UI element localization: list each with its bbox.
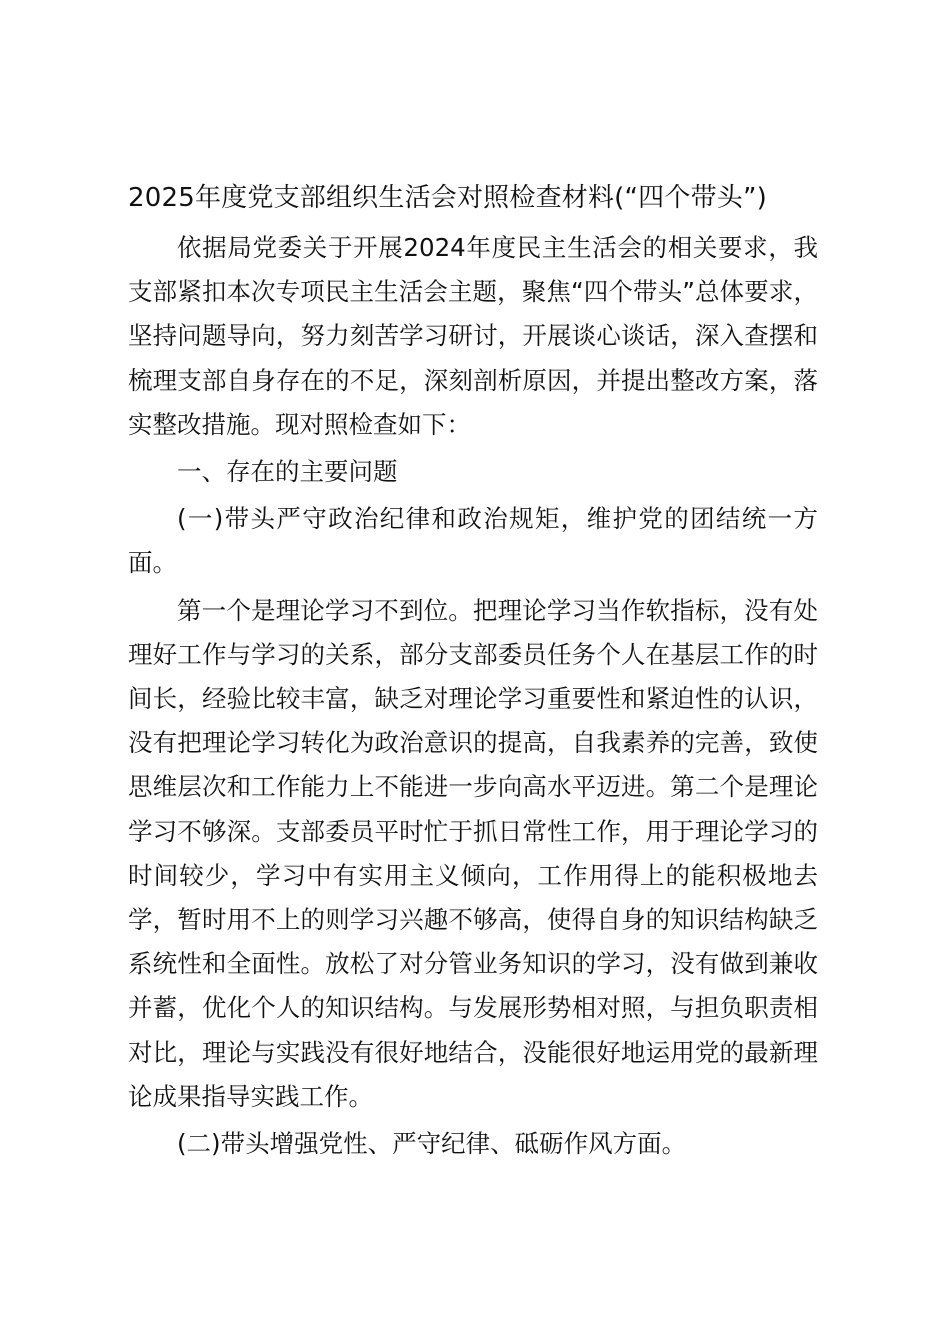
document-body xyxy=(128,226,818,1166)
document-title: 2025年度党支部组织生活会对照检查材料(“四个带头”) xyxy=(128,183,767,213)
subsection-heading-2: (二)带头增强党性、严守纪律、砥砺作风方面。 xyxy=(177,1129,687,1159)
subsection-heading-1: (一)带头严守政治纪律和政治规矩，维护党的团结统一方面。 xyxy=(128,504,818,578)
intro-paragraph: 依据局党委关于开展2024年度民主生活会的相关要求，我支部紧扣本次专项民主生活会主题，聚焦“四个带头”总体要求，坚持问题导向，努力刻苦学习研讨，开展谈心谈话，深入查摆和梳理支部自身存在的不足，深刻剖析原因，并提出整改方案，落实整改措施。现对照检查如下： xyxy=(128,233,818,439)
body-paragraph: 第一个是理论学习不到位。把理论学习当作软指标，没有处理好工作与学习的关系，部分支部委员任务个人在基层工作的时间长，经验比较丰富，缺乏对理论学习重要性和紧迫性的认识，没有把理论学习转化为政治意识的提高，自我素养的完善，致使思维层次和工作能力上不能进一步向高水平迈进。第二个是理论学习不够深。支部委员平时忙于抓日常性工作，用于理论学习的时间较少，学习中有实用主义倾向，工作用得上的能积极地去学，暂时用不上的则学习兴趣不够高，使得自身的知识结构缺乏系统性和全面性。放松了对分管业务知识的学习，没有做到兼收并蓄，优化个人的知识结构。与发展形势相对照，与担负职责相对比，理论与实践没有很好地结合，没能很好地运用党的最新理论成果指导实践工作。 xyxy=(128,595,818,1111)
section-heading: 一、存在的主要问题 xyxy=(177,457,398,487)
